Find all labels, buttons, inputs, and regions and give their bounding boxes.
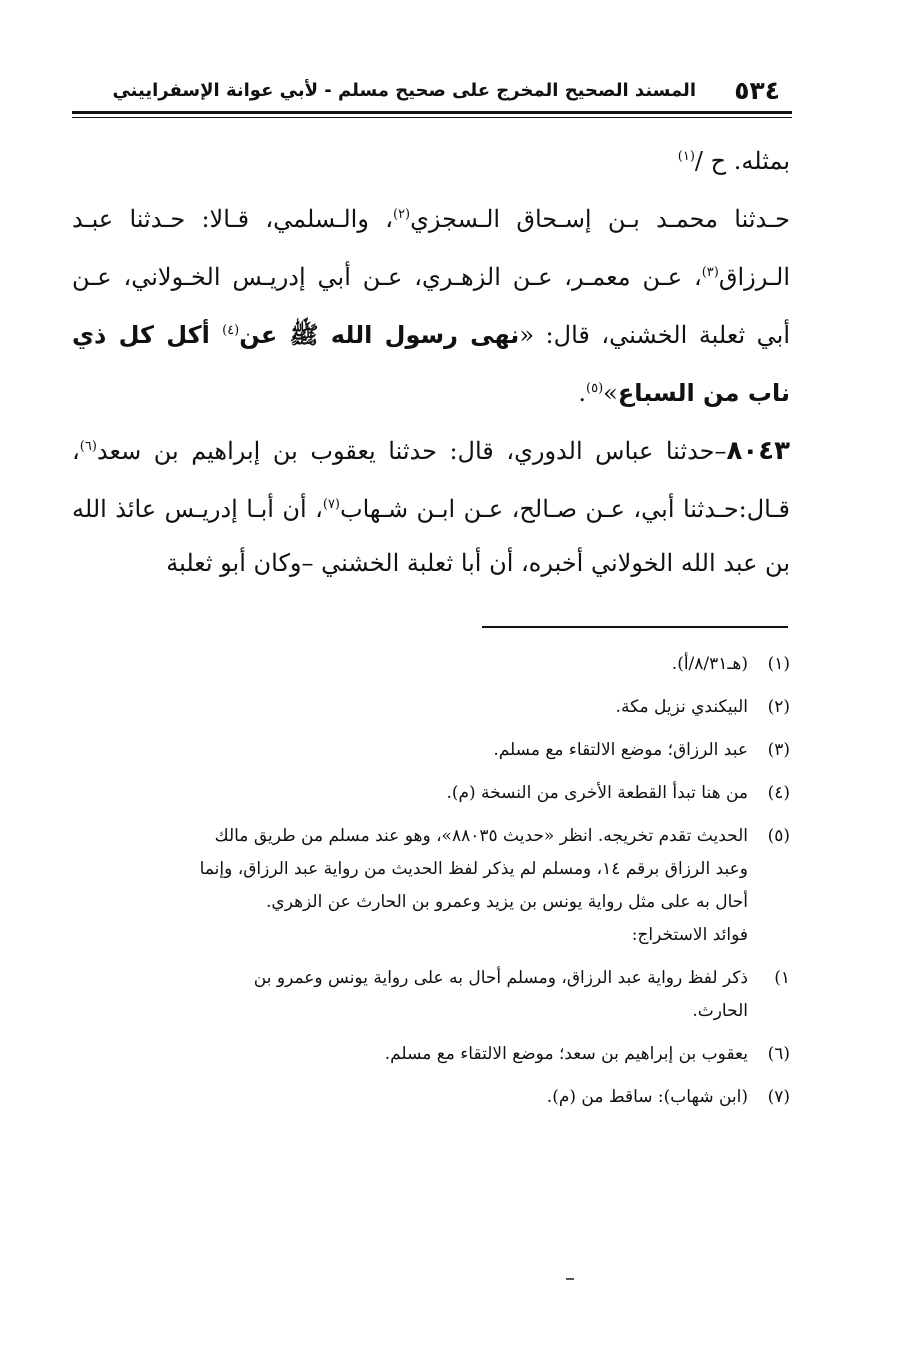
footnote-text: وعبد الرزاق برقم ١٤، ومسلم لم يذكر لفظ الحديث من رواية عبد الرزاق، وإنما bbox=[199, 859, 748, 879]
page-mark bbox=[566, 1278, 574, 1280]
footnotes bbox=[76, 648, 790, 1124]
footnote-number: (٥) bbox=[767, 826, 790, 846]
footnote-number: (١) bbox=[767, 654, 790, 674]
footnote-ref: (٤) bbox=[222, 323, 240, 338]
footnote-item bbox=[76, 1038, 790, 1071]
footnote-text: (هـ٨/٣١/أ). bbox=[671, 654, 748, 674]
footnote-item bbox=[76, 777, 790, 810]
footnote-item bbox=[76, 962, 790, 1028]
footnote-text: الحديث تقدم تخريجه. انظر «حديث ٨٨٠٣٥»، وهو عند مسلم من طريق مالك bbox=[214, 826, 748, 846]
footnote-ref: (١) bbox=[677, 149, 695, 164]
footnote-number: (٢) bbox=[767, 697, 790, 717]
paragraph-3: ٨٠٤٣–حدثنا عباس الدوري، قال: حدثنا يعقوب بن إبراهيم بن سعد$^{(٦)}$، قـال:حـدثنا أبي، عـن صـالح، عـن ابـن شـهاب$^{(٧)}$، أن أبـا إدريـس عائذ الله بن عبد الله الخولاني أخبره، أن أبا ثعلبة الخشني –وكان أبو ثعلبة bbox=[72, 436, 790, 577]
footnote-item bbox=[76, 1081, 790, 1114]
paragraph-2: حـدثنا محمـد بـن إسـحاق الـسجزي$^{(٢)}$، والـسلمي، قـالا: حـدثنا عبـد الـرزاق$^{(٣)}$، عـن معمـر، عـن الزهـري، عـن أبي إدريـس الخـولاني، عـن أبي ثعلبة الخشني، قال: «نهى رسول الله ﷺ عن$^{(٤)}$ أكل كل ذي ناب من السباع»$^{(٥)}$. bbox=[72, 205, 791, 407]
footnote-text: (ابن شهاب): ساقط من (م). bbox=[546, 1087, 748, 1107]
footnote-text: البيكندي نزيل مكة. bbox=[615, 697, 748, 717]
footnote-item bbox=[76, 691, 790, 724]
footnote-number: (٣) bbox=[767, 740, 790, 760]
footnote-text: عبد الرزاق؛ موضع الالتقاء مع مسلم. bbox=[493, 740, 748, 760]
footnote-item bbox=[76, 648, 790, 681]
footnote-ref: (٦) bbox=[79, 439, 97, 454]
footnote-ref: (٣) bbox=[701, 265, 719, 280]
footnote-number: (٦) bbox=[767, 1044, 790, 1064]
hadith-text-bold: نهى رسول الله ﷺ عن bbox=[239, 321, 520, 349]
header-rule-thick bbox=[72, 111, 792, 114]
footnote-item bbox=[76, 820, 790, 952]
footnote-ref: (٥) bbox=[586, 381, 604, 396]
running-header bbox=[72, 74, 792, 110]
footnote-number: ١) bbox=[774, 968, 790, 988]
footnote-number: (٤) bbox=[767, 783, 790, 803]
running-title: المسند الصحيح المخرج على صحيح مسلم - لأبي عوانة الإسفراييني bbox=[112, 80, 696, 101]
footnote-ref: (٢) bbox=[392, 207, 411, 222]
footnote-item bbox=[76, 734, 790, 767]
footnote-number: (٧) bbox=[767, 1087, 790, 1107]
page-number: ٥٣٤ bbox=[734, 76, 780, 105]
main-text bbox=[72, 130, 790, 590]
footnote-text: فوائد الاستخراج: bbox=[631, 925, 748, 945]
footnote-text: أحال به على مثل رواية يونس بن يزيد وعمرو بن الحارث عن الزهري. bbox=[266, 892, 748, 912]
footnote-separator bbox=[482, 626, 788, 628]
hadith-text-bold: أكل كل ذي ناب من السباع bbox=[72, 321, 790, 407]
footnote-text: الحارث. bbox=[692, 1001, 748, 1021]
paragraph-1: بمثله. ح /$^{(١)}$ bbox=[677, 147, 790, 175]
header-rule-thin bbox=[72, 117, 792, 118]
footnote-text: ذكر لفظ رواية عبد الرزاق، ومسلم أحال به على رواية يونس وعمرو بن bbox=[253, 968, 748, 988]
footnote-text: من هنا تبدأ القطعة الأخرى من النسخة (م). bbox=[446, 783, 748, 803]
footnote-ref: (٧) bbox=[322, 497, 340, 512]
hadith-number: ٨٠٤٣ bbox=[726, 436, 790, 466]
footnote-text: يعقوب بن إبراهيم بن سعد؛ موضع الالتقاء مع مسلم. bbox=[384, 1044, 748, 1064]
